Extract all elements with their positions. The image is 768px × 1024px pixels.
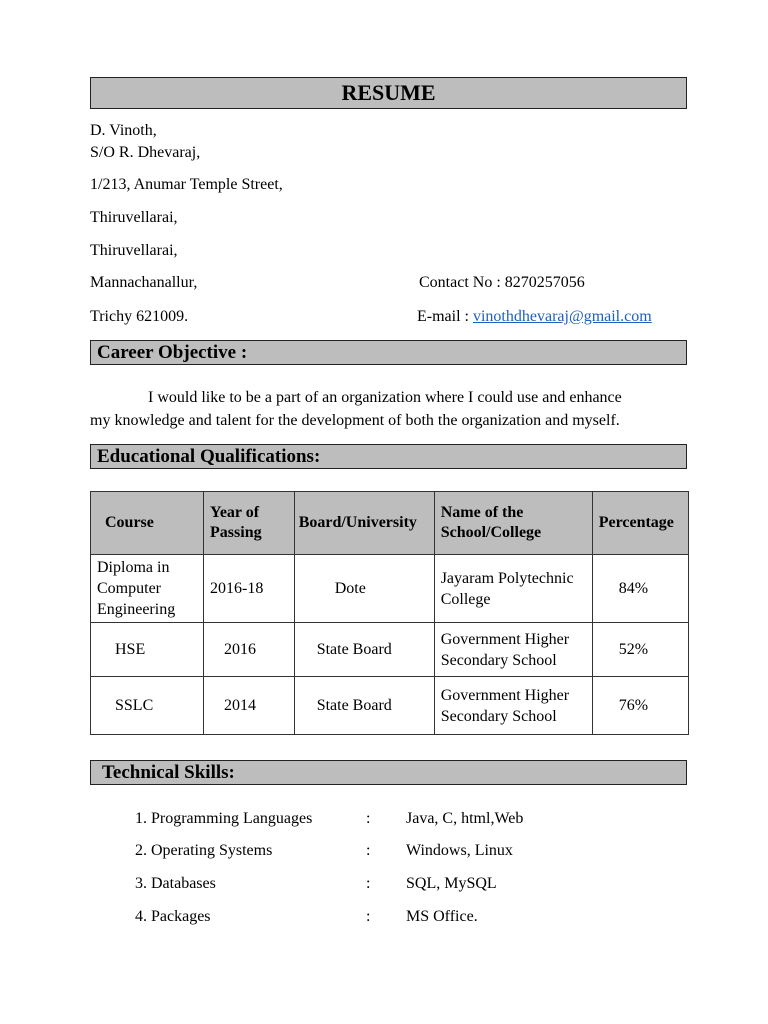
skill-label: 2. Operating Systems [135,842,273,859]
contact-email-row [417,307,652,327]
skill-separator: : [366,810,371,827]
address-street: 1/213, Anumar Temple Street, [90,176,283,193]
cell-year: 2016 [204,623,295,677]
technical-skills-heading: Technical Skills: [102,761,235,783]
education-bar [90,444,687,469]
cell-board: State Board [294,677,434,735]
resume-title: RESUME [341,80,436,105]
resume-title-bar [90,77,687,109]
cell-percentage: 76% [592,677,688,735]
technical-skills-bar [90,760,687,785]
contact-phone: Contact No : 8270257056 [419,274,585,291]
cell-percentage: 52% [592,623,688,677]
header-course: Course [91,492,204,555]
address-village: Thiruvellarai, [90,209,178,226]
email-label: E-mail : [417,308,473,325]
skill-value: MS Office. [406,908,478,925]
header-school: Name of the School/College [434,492,592,555]
skill-label: 4. Packages [135,908,211,925]
skill-label: 1. Programming Languages [135,810,313,827]
address-post: Thiruvellarai, [90,242,178,259]
cell-school: Government Higher Secondary School [434,677,592,735]
skill-value: SQL, MySQL [406,875,497,892]
address-city: Trichy 621009. [90,308,189,325]
career-objective-bar [90,340,687,365]
career-objective-text [90,386,690,432]
cell-school: Jayaram Polytechnic College [434,555,592,623]
address-name: D. Vinoth, [90,122,157,139]
cell-course: SSLC [91,677,204,735]
cell-board: Dote [294,555,434,623]
cell-board: State Board [294,623,434,677]
cell-course: Diploma in Computer Engineering [91,555,204,623]
table-row [91,623,689,677]
address-parent: S/O R. Dhevaraj, [90,144,201,161]
career-objective-heading: Career Objective : [97,341,248,363]
education-table [90,491,689,735]
skill-value: Windows, Linux [406,842,513,859]
skill-separator: : [366,908,371,925]
cell-course: HSE [91,623,204,677]
career-line-1: I would like to be a part of an organization where I could use and enhance [148,389,622,406]
education-heading: Educational Qualifications: [97,445,321,467]
table-row [91,677,689,735]
skill-separator: : [366,842,371,859]
table-row [91,555,689,623]
cell-percentage: 84% [592,555,688,623]
career-line-2: my knowledge and talent for the development of both the organization and myself. [90,412,620,429]
header-board: Board/University [294,492,434,555]
cell-year: 2016-18 [204,555,295,623]
header-percentage: Percentage [592,492,688,555]
cell-year: 2014 [204,677,295,735]
address-town: Mannachanallur, [90,274,198,291]
skill-value: Java, C, html,Web [406,810,524,827]
education-table-header [91,492,689,555]
email-link[interactable]: vinothdhevaraj@gmail.com [472,308,652,325]
skill-separator: : [366,875,371,892]
skill-label: 3. Databases [135,875,216,892]
cell-school: Government Higher Secondary School [434,623,592,677]
header-year: Year of Passing [204,492,295,555]
